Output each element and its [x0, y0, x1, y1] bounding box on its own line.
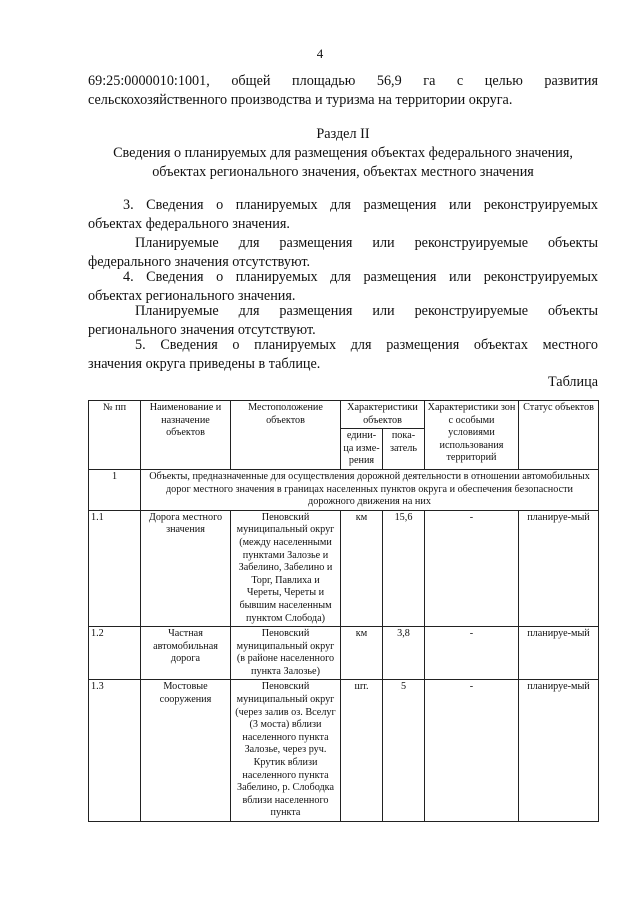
paragraph-3b-line-2: федерального значения отсутствуют. — [88, 254, 311, 270]
row-value: 5 — [383, 680, 425, 822]
row-location: Пеновский муниципальный округ (через залив оз. Вселуг (3 моста) вблизи населенного пункта Залозье, через руч. Крутик вблизи населенного пункта Забелино, р. Слободка вблизи населенного пункта — [231, 680, 341, 822]
row-status: планируе-мый — [519, 680, 599, 822]
header-value: пока-затель — [383, 429, 425, 470]
header-zones: Характеристики зон с особыми условиями использования территорий — [425, 401, 519, 470]
paragraph-4b-line-1: Планируемые для размещения или реконструируемые объекты — [135, 303, 598, 319]
row-zones: - — [425, 627, 519, 680]
row-zones: - — [425, 510, 519, 626]
paragraph-4-line-2: объектах регионального значения. — [88, 288, 296, 304]
header-location: Местоположение объектов — [231, 401, 341, 470]
row-name: Дорога местного значения — [141, 510, 231, 626]
paragraph-5-line-2: значения округа приведены в таблице. — [88, 356, 321, 372]
row-num: 1.1 — [89, 510, 141, 626]
row-status: планируе-мый — [519, 627, 599, 680]
paragraph-4b-line-2: регионального значения отсутствуют. — [88, 322, 316, 338]
row-location: Пеновский муниципальный округ (в районе населенного пункта Залозье) — [231, 627, 341, 680]
paragraph-3-line-1: 3. Сведения о планируемых для размещения или реконструируемых — [123, 197, 598, 213]
row-unit: км — [341, 510, 383, 626]
paragraph-3-line-2: объектах федерального значения. — [88, 216, 290, 232]
row-name: Мостовые сооружения — [141, 680, 231, 822]
table-row — [89, 510, 599, 626]
table-row — [89, 627, 599, 680]
row-num: 1.3 — [89, 680, 141, 822]
objects-table — [88, 400, 599, 822]
row-value: 3,8 — [383, 627, 425, 680]
header-num: № пп — [89, 401, 141, 470]
page-number: 4 — [316, 46, 324, 61]
paragraph-4-line-1: 4. Сведения о планируемых для размещения или реконструируемых — [123, 269, 598, 285]
table-header-row — [89, 401, 599, 429]
header-characteristics: Характеристики объектов — [341, 401, 425, 429]
row-value: 15,6 — [383, 510, 425, 626]
row-zones: - — [425, 680, 519, 822]
header-unit: едини-ца изме-рения — [341, 429, 383, 470]
table-group-row — [89, 469, 599, 510]
row-unit: км — [341, 627, 383, 680]
section-title: Раздел II — [316, 126, 370, 142]
paragraph-5-line-1: 5. Сведения о планируемых для размещения объектах местного — [135, 337, 598, 353]
intro-line-1: 69:25:0000010:1001, общей площадью 56,9 га с целью развития — [88, 73, 598, 89]
row-unit: шт. — [341, 680, 383, 822]
section-subtitle-line-2: объектах регионального значения, объектах местного значения — [152, 164, 534, 180]
header-status: Статус объектов — [519, 401, 599, 470]
row-name: Частная автомобильная дорога — [141, 627, 231, 680]
row-location: Пеновский муниципальный округ (между населенными пунктами Залозье и Забелино, Забелино и Торг, Павлиха и Череты, Череты и бывшим населенным пунктом Слобода) — [231, 510, 341, 626]
table-caption: Таблица — [547, 374, 598, 390]
row-status: планируе-мый — [519, 510, 599, 626]
row-num: 1.2 — [89, 627, 141, 680]
intro-line-2: сельскохозяйственного производства и туризма на территории округа. — [88, 92, 513, 108]
table-row — [89, 680, 599, 822]
group-text: Объекты, предназначенные для осуществления дорожной деятельности в отношении автомобильных дорог местного значения в границах населенных пунктов округа и обеспечения безопасности дорожного движения на них — [141, 469, 599, 510]
paragraph-3b-line-1: Планируемые для размещения или реконструируемые объекты — [135, 235, 598, 251]
header-name: Наименование и назначение объектов — [141, 401, 231, 470]
group-num: 1 — [89, 469, 141, 510]
section-subtitle-line-1: Сведения о планируемых для размещения объектах федерального значения, — [113, 145, 573, 161]
